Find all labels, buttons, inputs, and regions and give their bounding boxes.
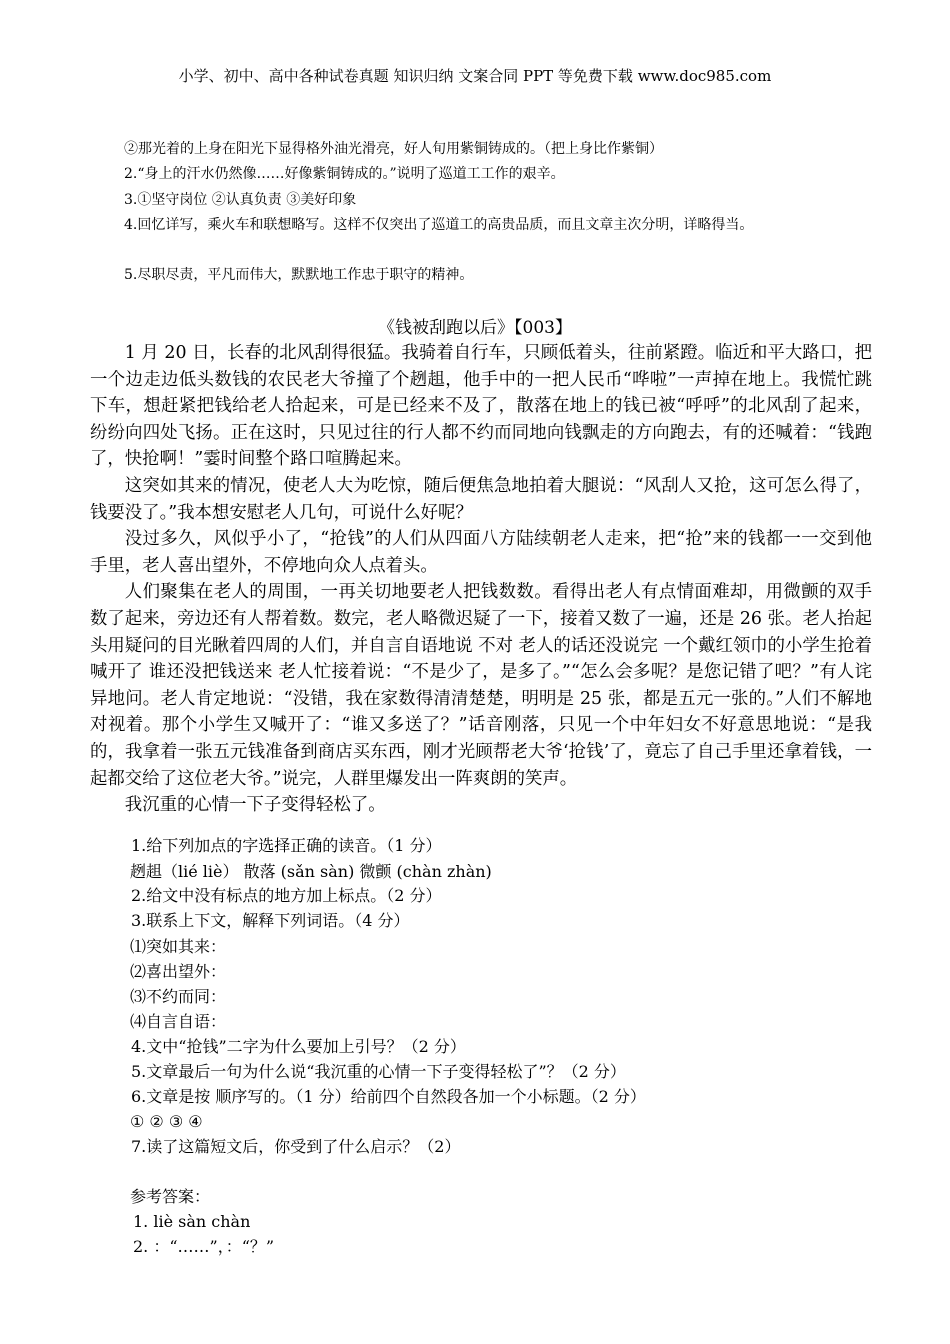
question-6-blanks: ① ② ③ ④ xyxy=(130,1112,203,1131)
page-header: 小学、初中、高中各种试卷真题 知识归纳 文案合同 PPT 等免费下载 www.doc985.com xyxy=(178,67,772,85)
question-3c: ⑶不约而同： xyxy=(130,987,227,1006)
question-3a: ⑴突如其来： xyxy=(130,937,227,956)
answer-2: 2. ：“……”，：“？” xyxy=(133,1237,275,1256)
question-6: 6.文章是按 顺序写的。（1 分）给前四个自然段各加一个小标题。（2 分） xyxy=(131,1087,646,1106)
question-1: 1.给下列加点的字选择正确的读音。（1 分） xyxy=(131,836,442,855)
article-body xyxy=(90,340,872,819)
question-1-options: 趔趄（lié liè） 散落 (sǎn sàn) 微颤 (chàn zhàn) xyxy=(130,862,492,881)
question-2: 2.给文中没有标点的地方加上标点。（2 分） xyxy=(131,886,442,905)
question-5: 5.文章最后一句为什么说“我沉重的心情一下子变得轻松了”？（2 分） xyxy=(131,1062,626,1081)
prev-answer-3: 3.①坚守岗位 ②认真负责 ③美好印象 xyxy=(124,192,357,208)
prev-answer-1: ②那光着的上身在阳光下显得格外油光滑亮，好人旬用紫铜铸成的。（把上身比作紫铜） xyxy=(124,141,663,157)
article-paragraph: 没过多久，风似乎小了，“抢钱”的人们从四面八方陆续朝老人走来，把“抢”来的钱都一一交到他手里，老人喜出望外，不停地向众人点着头。 xyxy=(90,529,872,576)
question-3b: ⑵喜出望外： xyxy=(130,962,227,981)
question-7: 7.读了这篇短文后，你受到了什么启示？（2） xyxy=(131,1137,461,1156)
question-3d: ⑷自言自语： xyxy=(130,1012,227,1031)
article-paragraph: 1 月 20 日，长春的北风刮得很猛。我骑着自行车，只顾低着头，往前紧蹬。临近和平大路口，把一个边走边低头数钱的农民老大爷撞了个趔趄，他手中的一把人民币“哗啦”一声掉在地上。我慌忙跳下车，想赶紧把钱给老人拾起来，可是已经来不及了，散落在地上的钱已被“呼呼”的北风刮了起来，纷纷向四处飞扬。正在这时，只见过往的行人都不约而同地向钱飘走的方向跑去，有的还喊着：“钱跑了，快抢啊！”霎时间整个路口喧腾起来。 xyxy=(90,343,872,470)
answers-heading: 参考答案： xyxy=(130,1187,211,1206)
prev-answer-5: 5.尽职尽责，平凡而伟大，默默地工作忠于职守的精神。 xyxy=(124,267,474,283)
prev-answer-4: 4.回忆详写，乘火车和联想略写。这样不仅突出了巡道工的高贵品质，而且文章主次分明，详略得当。 xyxy=(124,217,754,233)
answer-1: 1. liè sàn chàn xyxy=(133,1212,251,1231)
article-paragraph: 这突如其来的情况，使老人大为吃惊，随后便焦急地拍着大腿说：“风刮人又抢，这可怎么得了，钱要没了。”我本想安慰老人几句，可说什么好呢？ xyxy=(90,475,872,523)
question-4: 4.文中“抢钱”二字为什么要加上引号？（2 分） xyxy=(131,1037,466,1056)
question-3: 3.联系上下文，解释下列词语。（4 分） xyxy=(131,911,410,930)
prev-answer-2: 2.“身上的汗水仍然像……好像紫铜铸成的。”说明了巡道工工作的艰辛。 xyxy=(124,166,565,182)
article-title: 《钱被刮跑以后》【003】 xyxy=(378,318,572,338)
article-paragraph: 我沉重的心情一下子变得轻松了。 xyxy=(124,795,386,816)
article-paragraph: 人们聚集在老人的周围，一再关切地要老人把钱数数。看得出老人有点情面难却，用微颤的双手数了起来，旁边还有人帮着数。数完，老人略微迟疑了一下，接着又数了一遍，还是 26 张。老人抬起头用疑问的目光瞅着四周的人们，并自言自语地说 不对 老人的话还没说完 一个戴红领巾的小学生抢着喊开了 谁还没把钱送来 老人忙接着说：“不是少了，是多了。”“怎么会多呢？是您记错了吧？”有人诧异地问。老人肯定地说：“没错，我在家数得清清楚楚，明明是 25 张，都是五元一张的。”人们不解地对视着。那个小学生又喊开了：“谁又多送了？”话音刚落，只见一个中年妇女不好意思地说：“是我的，我拿着一张五元钱准备到商店买东西，刚才光顾帮老大爷‘抢钱’了，竟忘了自己手里还拿着钱，一起都交给了这位老大爷。”说完，人群里爆发出一阵爽朗的笑声。 xyxy=(90,582,872,789)
